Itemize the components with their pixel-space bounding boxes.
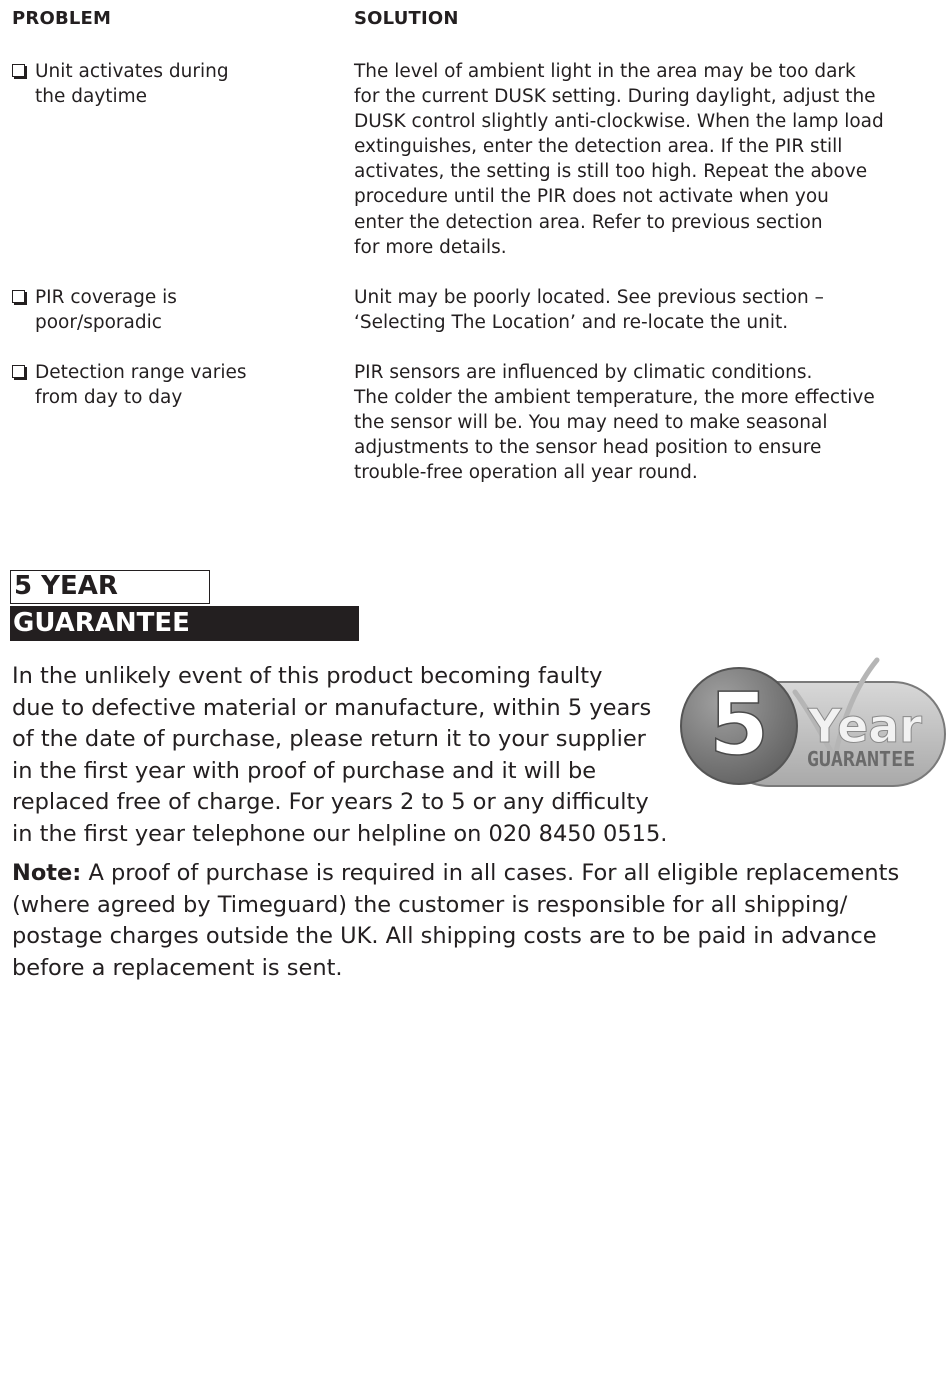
guarantee-line: due to defective material or manufacture, within 5 years xyxy=(12,694,652,721)
solution-line: adjustments to the sensor head position to ensure xyxy=(354,437,822,459)
guarantee-heading-line2: GUARANTEE xyxy=(10,606,359,641)
solution-text xyxy=(354,59,934,260)
solution-line: the sensor will be. You may need to make seasonal xyxy=(354,412,828,434)
problem-line: Detection range varies xyxy=(35,362,247,383)
solution-line: PIR sensors are influenced by climatic conditions. xyxy=(354,362,813,383)
five-year-guarantee-logo xyxy=(677,652,949,790)
guarantee-note xyxy=(12,858,942,984)
solution-line: DUSK control slightly anti-clockwise. When the lamp load xyxy=(354,111,884,133)
note-line xyxy=(12,858,942,890)
problem-item xyxy=(12,285,312,335)
note-line: postage charges outside the UK. All shipping costs are to be paid in advance xyxy=(12,923,877,949)
solution-line: ‘Selecting The Location’ and re-locate the unit. xyxy=(354,312,789,334)
solution-line: for the current DUSK setting. During daylight, adjust the xyxy=(354,86,876,108)
note-line: (where agreed by Timeguard) the customer is responsible for all shipping/ xyxy=(12,891,848,918)
guarantee-line: in the first year with proof of purchase and it will be xyxy=(12,757,597,784)
guarantee-line: of the date of purchase, please return it to your supplier xyxy=(12,726,646,752)
guarantee-body xyxy=(12,661,692,850)
checkbox-bullet-icon xyxy=(12,290,25,303)
solution-line: The level of ambient light in the area may be too dark xyxy=(354,61,856,82)
solution-line: for more details. xyxy=(354,236,507,258)
solution-line: Unit may be poorly located. See previous section – xyxy=(354,287,824,308)
problem-line: poor/sporadic xyxy=(35,312,162,333)
logo-number: 5 xyxy=(709,675,769,775)
solution-line: enter the detection area. Refer to previous section xyxy=(354,211,823,233)
problem-line: the daytime xyxy=(35,86,148,107)
logo-word: Year xyxy=(807,699,923,753)
note-text: A proof of purchase is required in all cases. For all eligible replacements xyxy=(81,860,900,886)
guarantee-line: replaced free of charge. For years 2 to 5 or any difficulty xyxy=(12,789,649,815)
solution-column-header: SOLUTION xyxy=(354,8,459,29)
guarantee-line: in the first year telephone our helpline on 020 8450 0515. xyxy=(12,820,668,847)
checkbox-bullet-icon xyxy=(12,64,25,77)
problem-item xyxy=(12,59,312,109)
problem-line: PIR coverage is xyxy=(35,287,177,308)
solution-line: procedure until the PIR does not activate when you xyxy=(354,186,829,208)
problem-item xyxy=(12,360,312,410)
logo-caption: GUARANTEE xyxy=(806,747,916,771)
note-line: before a replacement is sent. xyxy=(12,954,343,981)
checkbox-bullet-icon xyxy=(12,365,25,378)
solution-line: activates, the setting is still too high. Repeat the above xyxy=(354,161,868,183)
problem-line: Unit activates during xyxy=(35,61,229,82)
solution-line: trouble-free operation all year round. xyxy=(354,462,698,484)
solution-line: The colder the ambient temperature, the more effective xyxy=(354,387,875,409)
problem-line: from day to day xyxy=(35,387,183,408)
guarantee-line: In the unlikely event of this product becoming faulty xyxy=(12,663,603,689)
problem-column-header: PROBLEM xyxy=(12,8,112,29)
note-label: Note: xyxy=(12,860,82,886)
guarantee-heading-line1: 5 YEAR xyxy=(10,570,210,604)
solution-text xyxy=(354,285,934,335)
solution-line: extinguishes, enter the detection area. If the PIR still xyxy=(354,136,843,158)
solution-text xyxy=(354,360,934,485)
